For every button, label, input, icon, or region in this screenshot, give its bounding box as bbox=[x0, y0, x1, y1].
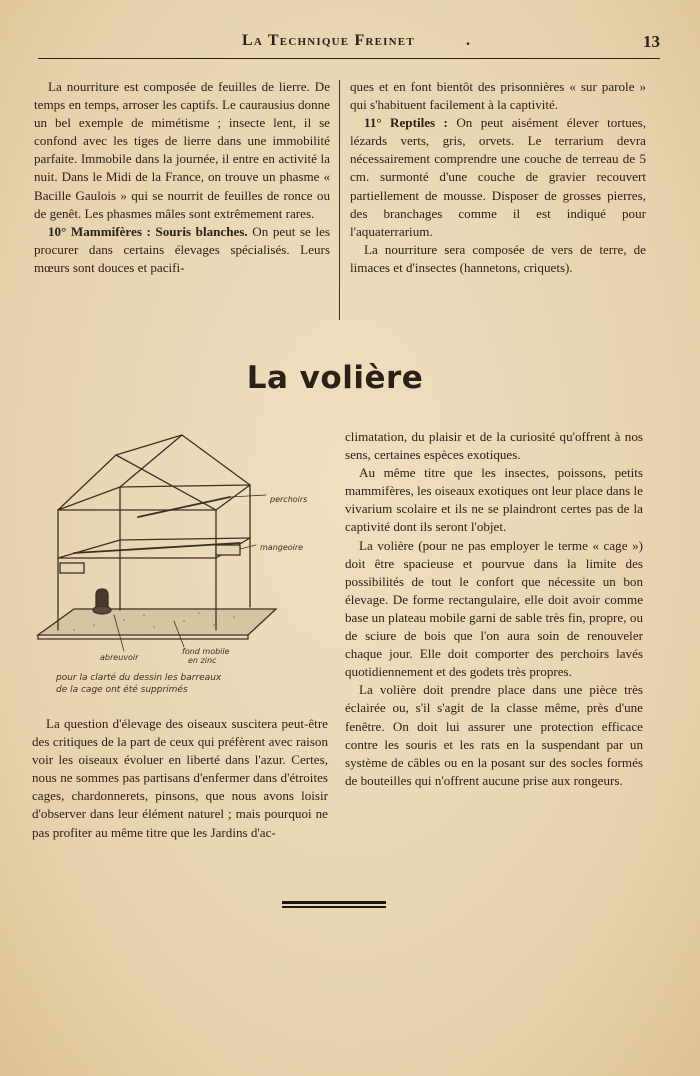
aviary-illustration bbox=[34, 425, 334, 710]
page-number: 13 bbox=[643, 32, 660, 51]
label-perchoirs: perchoirs bbox=[270, 495, 308, 504]
section-title: La volière bbox=[246, 360, 424, 396]
top-left-column bbox=[34, 78, 330, 277]
label-fond-mobile: fond mobile bbox=[182, 647, 230, 656]
paragraph-oiseaux: La question d'élevage des oiseaux suscitera peut-être des critiques de la part de ceux qui préfèrent avec raison voir les oiseaux évoluer en liberté dans l'azur. Certes, nous ne sommes pas partisans d'enfermer dans d'étroites cages, chardonnerets, pinsons, que nous avons loisir d'observer dans leur élément naturel ; mais pourquoi ne pas profiter au même titre que les Jardins d'ac- bbox=[32, 716, 328, 840]
caption-line-2: de la cage ont été supprimés bbox=[56, 685, 188, 695]
top-right-column bbox=[350, 78, 646, 277]
paragraph-vivarium: Au même titre que les insectes, poissons, petits mammifères, les oiseaux exotiques ont leur place dans le vivarium scolaire et ils ne se plaindront certes pas de la captivité dont ils seront l'objet. bbox=[345, 465, 643, 535]
bottom-right-column bbox=[345, 428, 643, 790]
column-divider bbox=[339, 80, 340, 320]
journal-title: La Technique Freinet bbox=[242, 32, 415, 49]
end-rule-top bbox=[282, 901, 386, 904]
running-header bbox=[38, 30, 660, 59]
end-rule-bottom bbox=[282, 906, 386, 908]
bottom-left-column bbox=[32, 715, 328, 842]
heading-mammiferes: 10° Mammifères : Souris blanches. bbox=[48, 223, 248, 239]
paragraph-phasmes: La nourriture est composée de feuilles de lierre. De temps en temps, arroser les captifs. Le caurausius donne un bel exemple de mimétisme ; insecte lent, il se confond avec les tiges de lierre dans une immobilité parfaite. Immobile dans la journée, il entre en activité la nuit. Dans le Midi de la France, on trouve un phasme « Bacille Gaulois » qui se nourrit de feuilles de ronce ou de genêt. Les phasmes mâles sont extrêmement rares. bbox=[34, 79, 330, 221]
paragraph-captivite: ques et en font bientôt des prisonnières « sur parole » qui s'habituent facilement à la captivité. bbox=[350, 79, 646, 113]
label-en-zinc: en zinc bbox=[188, 656, 217, 665]
paragraph-reptiles bbox=[350, 114, 646, 241]
heading-reptiles: 11° Reptiles : bbox=[364, 115, 448, 131]
text-reptiles: On peut aisément élever tortues, lézards verts, gris, orvets. Le terrarium devra nécessairement comprendre une couche de terreau de 5 cm. surmonté d'une couche de gravier recouvert partiellement de mousse. Disposer de grosses pierres, des branchages comme il est indiqué pour l'aquaterrarium. bbox=[350, 115, 647, 239]
paragraph-mammiferes bbox=[34, 223, 330, 277]
text-mammiferes: On peut se les procurer dans certains élevages spécialisés. Leurs mœurs sont douces et pacifi- bbox=[34, 223, 330, 275]
caption-line-1: pour la clarté du dessin les barreaux bbox=[56, 673, 222, 683]
aviary-drawing bbox=[34, 425, 334, 710]
header-dot: . bbox=[466, 32, 470, 49]
paragraph-voliere-forme: La volière (pour ne pas employer le terme « cage ») doit être spacieuse et pourvue dans la limite des possibilités de tout le confort que nécessite un bon élevage. De forme rectangulaire, elle doit avoir comme base un plateau mobile garni de sable très fin, propre, ou de sciure de bois que l'on aura soin de renouveler chaque jour. Elle doit comporter des perchoirs lavés quotidiennement et des godets très propres. bbox=[345, 537, 643, 680]
paragraph-nourriture: La nourriture sera composée de vers de terre, de limaces et d'insectes (hannetons, criquets). bbox=[350, 241, 646, 275]
paragraph-acclimatation: climatation, du plaisir et de la curiosité qu'offrent à nos sens, certaines espèces exotiques. bbox=[345, 429, 643, 463]
label-abreuvoir: abreuvoir bbox=[100, 653, 139, 662]
label-mangeoire: mangeoire bbox=[260, 543, 304, 552]
paragraph-voliere-place: La volière doit prendre place dans une pièce très éclairée ou, s'il s'agit de la classe même, près d'une fenêtre. On doit lui assurer une protection efficace contre les souris et les rats en la suspendant par un système de câbles ou en la posant sur des socles formés de bouteilles qui n'offrent aucune prise aux rongeurs. bbox=[345, 682, 643, 788]
